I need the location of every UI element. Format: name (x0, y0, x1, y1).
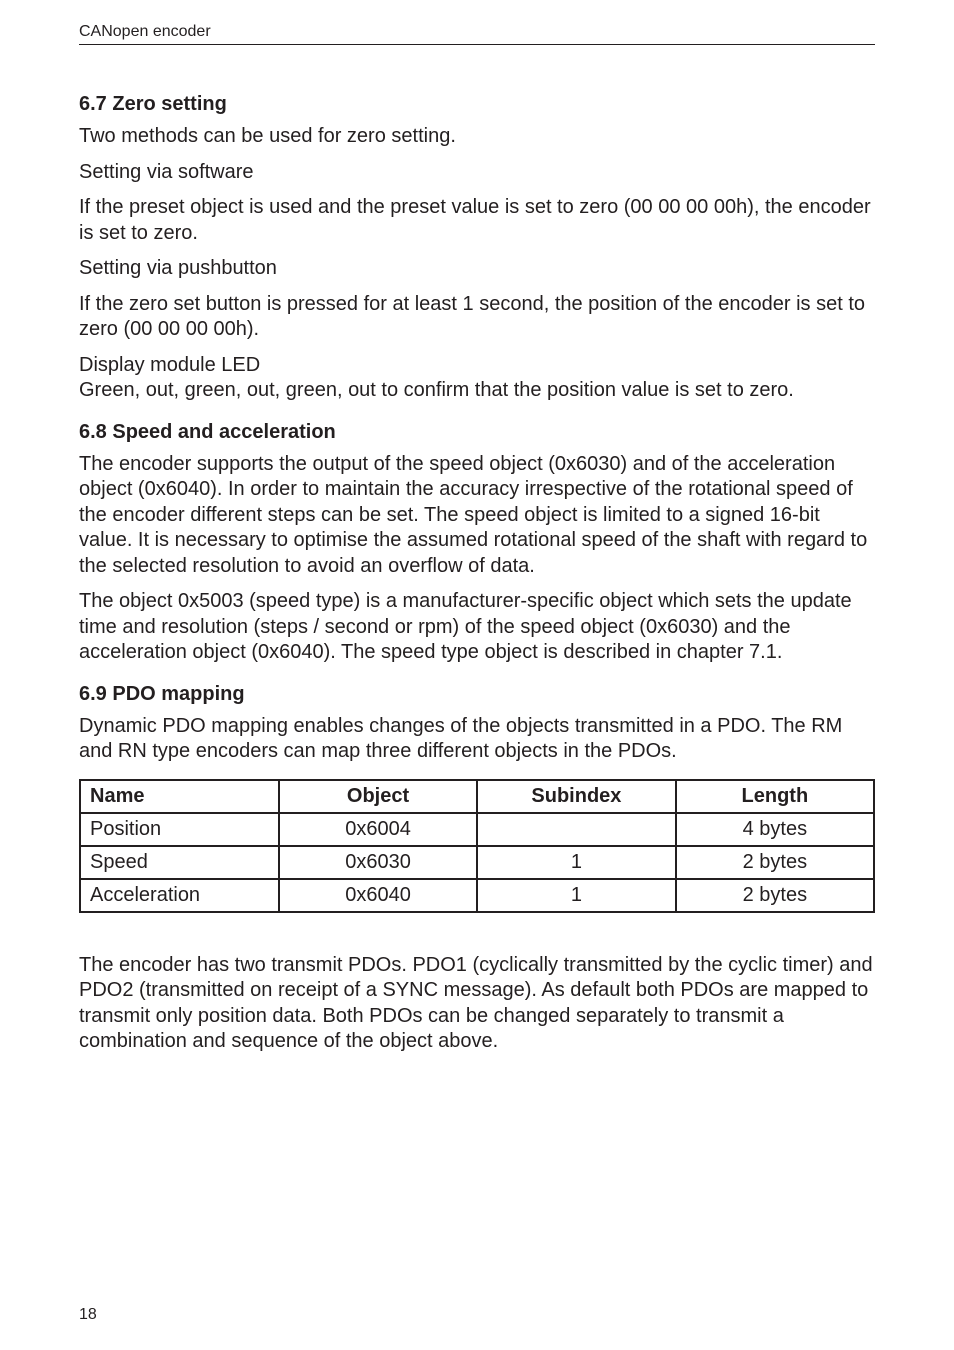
section-heading-zero-setting: 6.7 Zero setting (79, 93, 227, 115)
column-header-subindex: Subindex (477, 780, 676, 813)
table-header-row (80, 780, 874, 813)
section-heading-pdo-mapping: 6.9 PDO mapping (79, 682, 245, 705)
table-cell: Position (80, 813, 279, 846)
section-heading-speed-acceleration: 6.8 Speed and acceleration (79, 420, 336, 443)
column-header-object: Object (279, 780, 477, 813)
paragraph: Setting via pushbutton (79, 257, 277, 279)
paragraph: If the preset object is used and the preset value is set to zero (00 00 00 00h), the encoder is set to zero. (79, 196, 871, 244)
running-header: CANopen encoder (79, 22, 875, 45)
table-cell: 4 bytes (676, 813, 874, 846)
table-cell: 1 (477, 846, 676, 879)
table-cell: 2 bytes (676, 846, 874, 879)
table-cell: Acceleration (80, 879, 279, 912)
paragraph: Display module LED (79, 353, 261, 376)
paragraph: The encoder has two transmit PDOs. PDO1 (cyclically transmitted by the cyclic timer) and PDO2 (transmitted on receipt of a SYNC message). As default both PDOs are mapped to transmit only position data. Both PDOs can be changed separately to transmit a combination and sequence of the object above. (79, 953, 873, 1052)
table-row (80, 846, 874, 879)
table-cell: 2 bytes (676, 879, 874, 912)
column-header-length: Length (676, 780, 874, 813)
paragraph: Setting via software (79, 160, 254, 183)
table-row (80, 813, 874, 846)
paragraph: The encoder supports the output of the speed object (0x6030) and of the acceleration object (0x6040). In order to maintain the accuracy irrespective of the rotational speed of the encoder different steps can be set. The speed object is limited to a signed 16-bit value. It is necessary to optimise the assumed rotational speed of the shaft with regard to the selected resolution to avoid an overflow of data. (79, 452, 868, 577)
table-cell: 0x6004 (279, 813, 477, 846)
table-cell: 0x6040 (279, 879, 477, 912)
table-cell (477, 813, 676, 846)
table-cell: 1 (477, 879, 676, 912)
paragraph: Dynamic PDO mapping enables changes of the objects transmitted in a PDO. The RM and RN type encoders can map three different objects in the PDOs. (79, 714, 843, 762)
paragraph: Green, out, green, out, green, out to confirm that the position value is set to zero. (79, 379, 794, 401)
page-number: 18 (79, 1306, 97, 1323)
content (79, 90, 875, 1065)
table-cell: 0x6030 (279, 846, 477, 879)
paragraph: The object 0x5003 (speed type) is a manufacturer-specific object which sets the update time and resolution (steps / second or rpm) of the speed object (0x6030) and the acceleration object (0x6040). The speed type object is described in chapter 7.1. (79, 590, 852, 663)
column-header-name: Name (80, 780, 279, 813)
paragraph: If the zero set button is pressed for at least 1 second, the position of the encoder is set to zero (00 00 00 00h). (79, 292, 866, 340)
table-row (80, 879, 874, 912)
paragraph: Two methods can be used for zero setting. (79, 125, 456, 147)
pdo-object-table (79, 779, 875, 913)
table-cell: Speed (80, 846, 279, 879)
